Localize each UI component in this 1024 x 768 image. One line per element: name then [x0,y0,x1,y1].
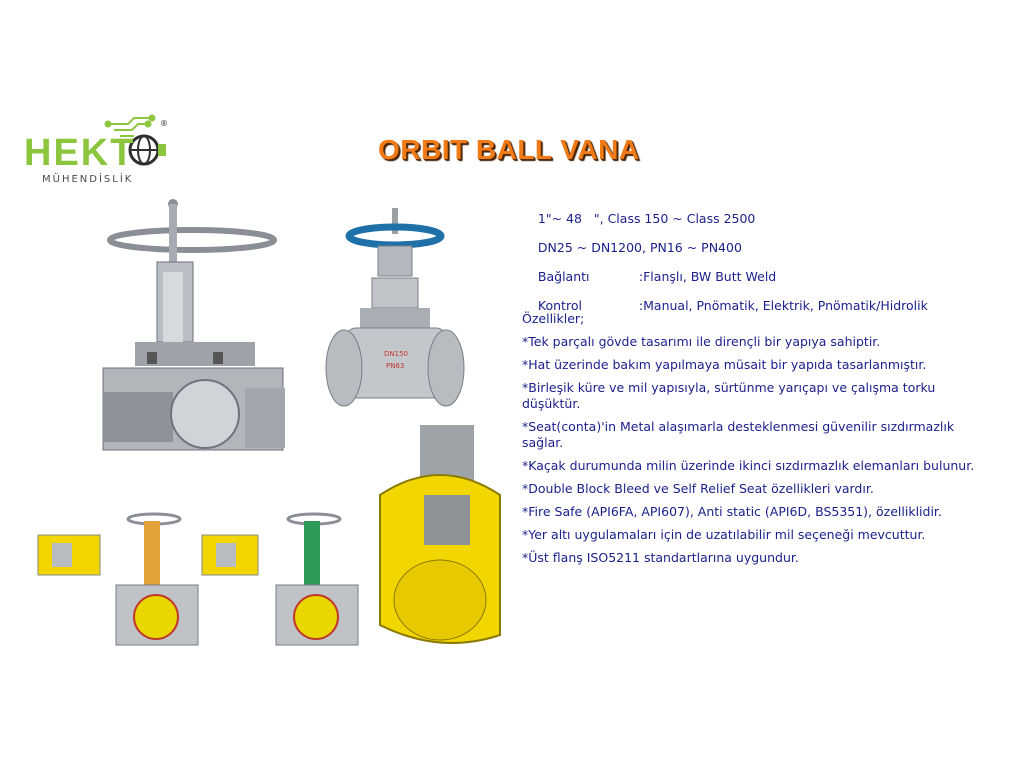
spec-list [522,196,928,312]
feature-list [522,334,997,573]
feature-item: *Seat(conta)'in Metal alaşımarla desteklenmesi güvenilir sızdırmazlık sağlar. [522,419,955,450]
valve-marking-dn: DN150 [384,350,408,358]
page-title: ORBIT BALL VANA [378,134,640,165]
feature-item: *Hat üzerinde bakım yapılmaya müsait bir yapıda tasarlanmıştır. [522,357,927,372]
valve-section-left [116,514,198,645]
spec-key: Kontrol [537,298,582,313]
feature-item: *Üst flanş ISO5211 standartlarına uygundur. [522,550,799,565]
valve-cutaway-image [95,192,290,462]
feature-item: *Tek parçalı gövde tasarımı ile dirençli bir yapıya sahiptir. [522,334,881,349]
feature-item: *Double Block Bleed ve Self Relief Seat özellikleri vardır. [522,481,874,496]
valve-section-right [276,514,358,645]
logo-wordmark: HEKT [24,132,136,174]
ball-stem-closeup-image [370,425,510,655]
spec-dn-pn-range [522,225,928,254]
logo-subtitle: MÜHENDİSLİK [42,174,134,185]
feature-item: *Birleşik küre ve mil yapısıyla, sürtünme yarıçapı ve çalışma torku düşüktür. [522,380,936,411]
feature-item: *Fire Safe (API6FA, API607), Anti static (API6D, BS5351), özelliklidir. [522,504,942,519]
feature-item: *Kaçak durumunda milin üzerinde ikinci sızdırmazlık elemanları bulunur. [522,458,975,473]
spec-size-range [522,196,928,225]
feature-item: *Yer altı uygulamaları için de uzatılabilir mil seçeneği mevcuttur. [522,527,926,542]
spec-connection [522,254,928,283]
spec-value: 1"~ 48 ", Class 150 ~ Class 2500 [537,211,756,226]
operation-sequence-images [36,505,366,655]
valve-exterior-image [322,208,468,418]
seat-detail-left [38,535,100,575]
spec-value: :Manual, Pnömatik, Elektrik, Pnömatik/Hidrolik [638,298,928,313]
spec-value: DN25 ~ DN1200, PN16 ~ PN400 [537,240,742,255]
spec-key: Bağlantı [537,269,590,284]
features-heading: Özellikler; [522,311,585,326]
company-logo [20,110,170,190]
registered-mark: ® [160,119,168,128]
spec-value: :Flanşlı, BW Butt Weld [638,269,777,284]
seat-detail-right [202,535,258,575]
spec-control [522,283,928,312]
valve-marking-pn: PN63 [386,362,405,370]
